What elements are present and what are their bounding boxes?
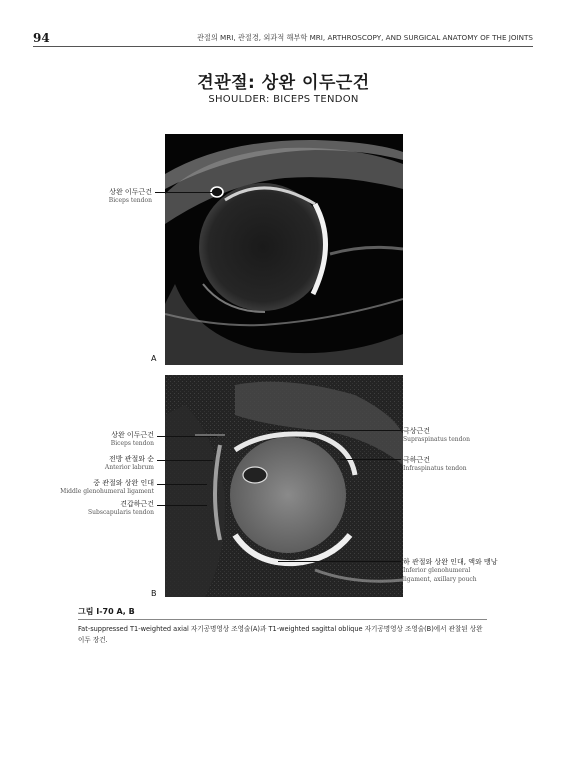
leader-line-infraspinatus: [340, 459, 401, 460]
leader-line-supraspinatus: [268, 430, 401, 431]
page-title: 견관절: 상완 이두근건: [197, 73, 370, 93]
label-supraspinatus-en: Supraspinatus tendon: [403, 436, 470, 443]
figure-caption-title: 그림 I-70 A, B: [78, 607, 135, 616]
mri-image-axial: [165, 134, 403, 365]
page-number: 94: [33, 31, 50, 45]
running-header: 관절의 MRI, 관절경, 외과적 해부학 MRI, ARTHROSCOPY, AND SURGICAL ANATOMY OF THE JOINTS: [196, 33, 533, 42]
figure-a-letter: A: [151, 354, 157, 363]
label-mghl-en: Middle glenohumeral ligament: [60, 488, 154, 495]
label-subscapularis-en: Subscapularis tendon: [88, 509, 154, 516]
figure-caption-body: Fat-suppressed T1-weighted axial 자기공명영상 조영술(A)과 T1-weighted sagittal oblique 자기공명영상 조영술(B)에서 관찰된 상완 이두 장건.: [78, 625, 483, 644]
label-anterior-labrum-en: Anterior labrum: [104, 464, 154, 471]
label-ighl-ko: 하 관절와 상완 인대, 액와 맹낭: [403, 558, 498, 566]
label-mghl-ko: 중 관절와 상완 인대: [93, 479, 154, 487]
leader-line-biceps-a: [155, 192, 216, 193]
label-anterior-labrum-ko: 전방 관절와 순: [108, 455, 154, 463]
leader-line-subscapularis: [157, 505, 207, 506]
leader-line-ighl: [278, 561, 401, 562]
page-subtitle: SHOULDER: BICEPS TENDON: [208, 94, 359, 105]
label-biceps-tendon-a-en: Biceps tendon: [108, 197, 152, 204]
figure-b-letter: B: [151, 589, 157, 598]
label-biceps-tendon-a-ko: 상완 이두근건: [109, 188, 152, 196]
label-ighl-en-2: ligament, axillary pouch: [403, 576, 477, 583]
label-subscapularis-ko: 견갑하근건: [120, 500, 154, 508]
label-supraspinatus-ko: 극상근건: [403, 427, 431, 435]
label-infraspinatus-ko: 극하근건: [403, 456, 431, 464]
mri-image-sagittal: [165, 375, 403, 597]
caption-rule: [78, 619, 487, 620]
label-biceps-tendon-b-ko: 상완 이두근건: [111, 431, 154, 439]
leader-line-biceps-b: [157, 436, 217, 437]
header-rule: [33, 46, 533, 47]
label-ighl-en-1: Inferior glenohumeral: [403, 567, 471, 574]
leader-line-mghl: [157, 484, 207, 485]
leader-line-anterior-labrum: [157, 460, 213, 461]
label-infraspinatus-en: Infraspinatus tendon: [403, 465, 467, 472]
label-biceps-tendon-b-en: Biceps tendon: [110, 440, 154, 447]
